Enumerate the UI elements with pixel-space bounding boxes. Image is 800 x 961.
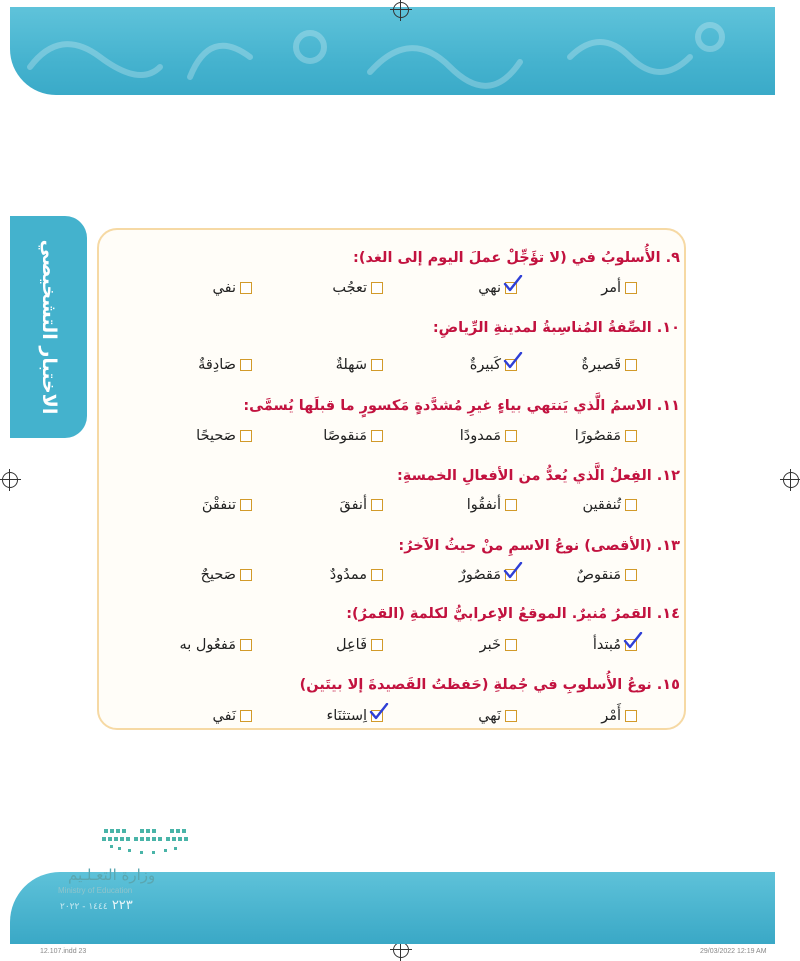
checkbox-icon[interactable] bbox=[505, 430, 517, 442]
ministry-name-arabic: وزارة التعـلـيم bbox=[68, 866, 156, 884]
side-tab-label: الاختبار التشخيصي bbox=[37, 239, 60, 415]
answer-option-label: صَادِقةٌ bbox=[198, 357, 236, 373]
checkbox-icon[interactable] bbox=[240, 569, 252, 581]
checkmark-icon bbox=[369, 703, 389, 721]
answer-option[interactable] bbox=[340, 497, 384, 513]
answer-option-label: أنفقُوا bbox=[466, 497, 501, 513]
page-number-value: ٢٢٣ bbox=[111, 898, 133, 913]
answer-option-label: تنفقْنَ bbox=[201, 497, 236, 513]
edition-year: ١٤٤٤ - ٢٠٢٢ bbox=[60, 902, 108, 912]
answer-option[interactable] bbox=[336, 637, 383, 653]
answer-option-label: مَفعُول به bbox=[179, 637, 236, 653]
checkbox-icon[interactable] bbox=[371, 499, 383, 511]
answer-option[interactable] bbox=[201, 567, 252, 583]
answer-option-label: مَنقوصًا bbox=[323, 428, 367, 444]
print-slug-date: 29/03/2022 12:19 AM bbox=[700, 948, 767, 955]
checkbox-icon[interactable] bbox=[505, 499, 517, 511]
answer-option-label: سَهلةٌ bbox=[335, 357, 367, 373]
answer-option-label: مَقصُورٌ bbox=[458, 567, 501, 583]
ministry-name-english: Ministry of Education bbox=[58, 886, 133, 895]
answer-option-label: مَنقوصٌ bbox=[576, 567, 621, 583]
answer-option[interactable] bbox=[326, 708, 383, 724]
answer-option[interactable] bbox=[330, 567, 383, 583]
answer-option[interactable] bbox=[478, 280, 517, 296]
answer-option[interactable] bbox=[577, 567, 638, 583]
answer-option-label: مُبتدأ bbox=[592, 637, 621, 653]
answer-option-label: صَحيحٌ bbox=[200, 567, 236, 583]
decorative-pattern bbox=[10, 7, 775, 95]
answer-option[interactable] bbox=[467, 497, 517, 513]
section-side-tab bbox=[10, 216, 87, 438]
question-title: ٩. الأُسلوبُ في (لا تؤَجِّلْ عملَ اليوم إلى الغد): bbox=[353, 250, 680, 266]
checkbox-icon[interactable] bbox=[625, 359, 637, 371]
answer-option[interactable] bbox=[196, 428, 252, 444]
checkbox-icon[interactable] bbox=[625, 282, 637, 294]
answer-option[interactable] bbox=[332, 280, 383, 296]
answer-option-label: فَاعِل bbox=[336, 637, 367, 653]
checkbox-icon[interactable] bbox=[505, 710, 517, 722]
answer-option-label: نهي bbox=[478, 280, 501, 296]
checkbox-icon[interactable] bbox=[371, 282, 383, 294]
checkbox-icon[interactable] bbox=[371, 639, 383, 651]
checkbox-icon[interactable] bbox=[625, 639, 637, 651]
answer-option[interactable] bbox=[593, 637, 637, 653]
question-title: ١٤. القمرُ مُنيرٌ. الموقعُ الإعرابيُّ لكلمةِ (القمرُ): bbox=[346, 606, 680, 622]
question-title: ١٢. الفِعلُ الَّذي يُعدُّ من الأفعالِ الخمسةِ: bbox=[397, 468, 680, 484]
checkbox-icon[interactable] bbox=[625, 430, 637, 442]
answer-option-label: اِستثنَاء bbox=[326, 708, 367, 724]
registration-mark-top bbox=[393, 2, 409, 18]
registration-mark-bottom bbox=[393, 942, 409, 958]
answer-option[interactable] bbox=[179, 637, 252, 653]
page-number bbox=[60, 898, 133, 913]
answer-option-label: تعجُب bbox=[332, 280, 367, 296]
answer-option[interactable] bbox=[470, 357, 517, 373]
checkbox-icon[interactable] bbox=[240, 359, 252, 371]
print-slug-file: 12.107.indd 23 bbox=[40, 948, 87, 955]
checkmark-icon bbox=[503, 562, 523, 580]
checkbox-icon[interactable] bbox=[240, 282, 252, 294]
checkbox-icon[interactable] bbox=[240, 430, 252, 442]
answer-option[interactable] bbox=[202, 497, 252, 513]
answer-option[interactable] bbox=[478, 708, 517, 724]
registration-mark-right bbox=[783, 472, 799, 488]
answer-option[interactable] bbox=[460, 428, 517, 444]
checkbox-icon[interactable] bbox=[505, 639, 517, 651]
question-title: ١٥. نوعُ الأُسلوبِ في جُملةِ (حَفظتُ القَصيدةَ إلا بيتَين) bbox=[299, 677, 680, 693]
registration-mark-left bbox=[2, 472, 18, 488]
answer-option-label: كَبيرةٌ bbox=[469, 357, 501, 373]
header-band bbox=[10, 7, 775, 95]
checkmark-icon bbox=[503, 352, 523, 370]
answer-option-label: تُنفقين bbox=[582, 497, 621, 513]
answer-option[interactable] bbox=[480, 637, 517, 653]
answer-option[interactable] bbox=[601, 708, 637, 724]
answer-option[interactable] bbox=[601, 280, 637, 296]
question-title: ١٠. الصِّفةُ المُناسِبةُ لمدينةِ الرِّياضِ: bbox=[432, 320, 680, 336]
answer-option-label: خَبر bbox=[479, 637, 501, 653]
checkbox-icon[interactable] bbox=[240, 639, 252, 651]
question-title: ١١. الاسمُ الَّذي يَنتهي بياءٍ غيرِ مُشدَّدةٍ مَكسورٍ ما قبلَها يُسمَّى: bbox=[243, 398, 680, 414]
answer-option[interactable] bbox=[583, 497, 638, 513]
answer-option[interactable] bbox=[213, 280, 252, 296]
answer-option-label: صَحيحًا bbox=[196, 428, 236, 444]
answer-option[interactable] bbox=[336, 357, 383, 373]
answer-option-label: ممدُودٌ bbox=[329, 567, 367, 583]
answer-option[interactable] bbox=[459, 567, 517, 583]
answer-option-label: مَقصُورًا bbox=[574, 428, 621, 444]
checkbox-icon[interactable] bbox=[505, 569, 517, 581]
answer-option-label: أَمْر bbox=[601, 708, 621, 724]
checkbox-icon[interactable] bbox=[505, 359, 517, 371]
answer-option-label: قَصيرةٌ bbox=[581, 357, 621, 373]
answer-option-label: أنفقَ bbox=[339, 497, 367, 513]
checkbox-icon[interactable] bbox=[371, 569, 383, 581]
answer-option[interactable] bbox=[213, 708, 252, 724]
checkbox-icon[interactable] bbox=[371, 430, 383, 442]
checkbox-icon[interactable] bbox=[505, 282, 517, 294]
checkbox-icon[interactable] bbox=[371, 359, 383, 371]
answer-option-label: نَهي bbox=[478, 708, 501, 724]
checkbox-icon[interactable] bbox=[625, 710, 637, 722]
checkbox-icon[interactable] bbox=[625, 569, 637, 581]
checkmark-icon bbox=[623, 632, 643, 650]
answer-option[interactable] bbox=[323, 428, 383, 444]
answer-option-label: نفي bbox=[212, 280, 236, 296]
question-title: ١٣. (الأقصى) نوعُ الاسمِ منْ حيثُ الآخرُ: bbox=[398, 538, 680, 554]
checkbox-icon[interactable] bbox=[240, 710, 252, 722]
answer-option-label: أمر bbox=[601, 280, 621, 296]
checkbox-icon[interactable] bbox=[625, 499, 637, 511]
checkbox-icon[interactable] bbox=[240, 499, 252, 511]
answer-option[interactable] bbox=[575, 428, 637, 444]
answer-option-label: نَفي bbox=[212, 708, 236, 724]
checkbox-icon[interactable] bbox=[371, 710, 383, 722]
answer-option-label: مَمدودًا bbox=[459, 428, 501, 444]
checkmark-icon bbox=[503, 275, 523, 293]
answer-option[interactable] bbox=[198, 357, 252, 373]
answer-option[interactable] bbox=[582, 357, 637, 373]
ministry-logo-icon bbox=[100, 827, 190, 859]
